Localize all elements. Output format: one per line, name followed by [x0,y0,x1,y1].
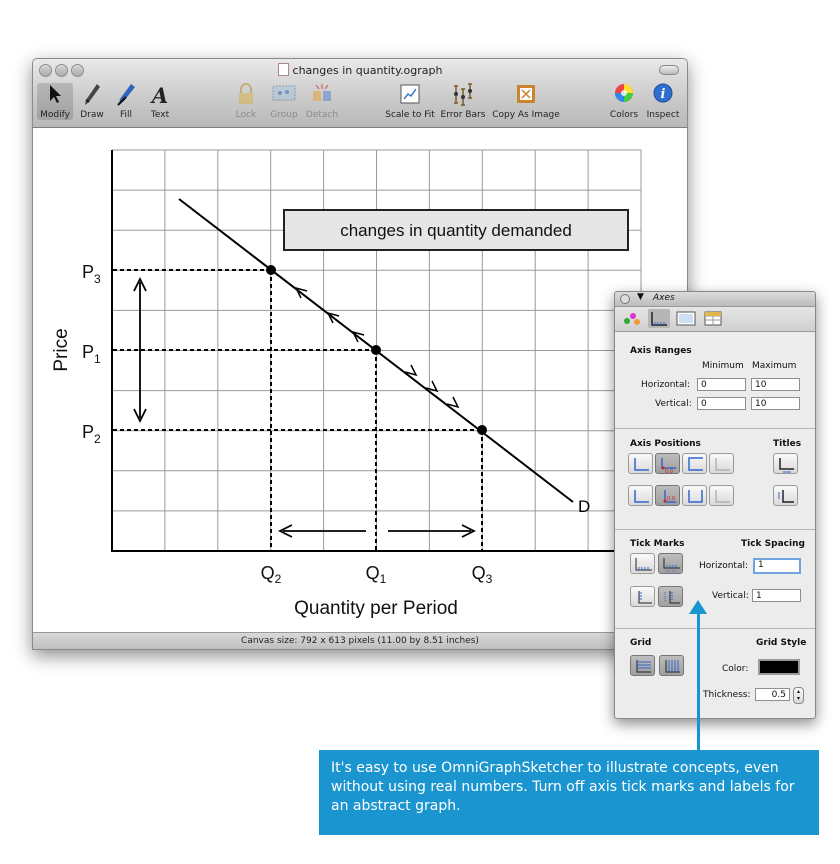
inspector-tabs [615,307,815,332]
error-bars-icon [439,83,487,108]
point-p2-q3[interactable] [477,425,487,435]
window-title-text: changes in quantity.ograph [292,64,443,77]
disclosure-triangle-icon[interactable]: ▼ [637,292,644,302]
x-axis-position-hidden-button[interactable] [709,453,734,474]
copy-as-image-icon [491,83,561,108]
draw-tool-label: Draw [80,110,104,120]
lock-label: Lock [235,110,257,120]
horizontal-min-field[interactable]: 0 [697,378,746,391]
group-label: Group [270,110,298,120]
point-p3-q2[interactable] [266,265,276,275]
quantity-labels [261,563,493,586]
svg-text:i: i [660,87,666,102]
vertical-grid-toggle[interactable] [659,655,684,676]
tick-marks-section [615,530,815,629]
error-bars-button[interactable] [439,83,487,120]
y-axis-title[interactable]: Price [51,328,72,372]
horizontal-range-label: Horizontal: [641,380,690,390]
fill-tool-button[interactable] [111,83,141,120]
copy-as-image-label: Copy As Image [492,110,560,120]
tab-axes[interactable] [648,309,670,328]
x-axis-position-top-button[interactable] [682,453,707,474]
group-button[interactable] [267,83,301,120]
inspector-title: Axes [653,293,675,303]
axes-inspector-panel [614,291,816,719]
text-tool-label: Text [150,110,170,120]
tab-canvas[interactable] [675,309,697,328]
guide-lines [113,270,482,551]
tab-data[interactable] [702,309,724,328]
vertical-range-label: Vertical: [655,399,692,409]
y-axis-position-hidden-button[interactable] [709,485,734,506]
error-bars-label: Error Bars [440,110,486,120]
callout-connector-line [697,610,700,750]
x-tick-marks-labeled-button[interactable] [658,553,683,574]
scale-to-fit-button[interactable] [383,83,437,120]
x-axis-title[interactable]: Quantity per Period [294,598,458,619]
callout-arrowhead-icon [689,600,707,614]
vertical-tick-spacing-label: Vertical: [712,591,749,601]
detach-label: Detach [305,110,339,120]
info-icon [643,83,683,108]
scale-to-fit-label: Scale to Fit [385,110,435,120]
fill-brush-icon [111,83,141,108]
lock-button[interactable] [231,83,261,120]
q1-label: $Q_1$ [365,563,387,586]
y-axis-position-origin-button[interactable] [655,485,680,506]
x-tick-marks-outside-button[interactable] [630,553,655,574]
price-labels [82,262,101,446]
horizontal-max-field[interactable]: 10 [751,378,800,391]
grid-thickness-field[interactable]: 0.5 [755,688,790,701]
tick-marks-heading: Tick Marks [630,539,685,549]
axis-positions-section [615,429,815,530]
demand-curve-label: D [578,497,591,516]
inspector-close-button[interactable] [620,294,630,304]
modify-tool-label: Modify [40,110,70,120]
grid-section [615,629,815,717]
grid-thickness-stepper[interactable]: ▴ ▾ [793,687,804,704]
toolbar-toggle-button[interactable] [659,65,679,75]
axis-ranges-section [615,332,815,429]
modify-tool-button[interactable] [37,83,73,120]
title-bar [33,59,687,128]
minimum-header: Minimum [702,361,744,371]
horizontal-tick-spacing-field[interactable]: 1 [753,558,801,574]
detach-button[interactable] [303,83,341,120]
grid-thickness-label: Thickness: [703,690,751,700]
p2-label: $P_2$ [82,422,101,446]
svg-text:0,0: 0,0 [665,469,673,475]
point-p1-q1[interactable] [371,345,381,355]
p3-label: $P_3$ [82,262,101,286]
grid-color-label: Color: [722,664,749,674]
horizontal-grid-toggle[interactable] [630,655,655,676]
graph-canvas[interactable] [33,128,687,632]
fill-tool-label: Fill [119,110,133,120]
x-axis-position-bottom-button[interactable] [628,453,653,474]
vertical-tick-spacing-field[interactable]: 1 [752,589,801,602]
y-tick-marks-outside-button[interactable] [630,586,655,607]
x-axis-position-origin-button[interactable] [655,453,680,474]
grid-color-well[interactable] [758,659,800,675]
grid-heading: Grid [630,638,652,648]
p1-label: $P_1$ [82,342,101,366]
status-bar [33,632,687,650]
titles-heading: Titles [773,439,802,449]
group-icon [267,83,301,108]
draw-tool-button[interactable] [77,83,107,120]
axis-ranges-heading: Axis Ranges [630,346,692,356]
window-title [33,63,687,77]
y-axis-position-right-button[interactable] [682,485,707,506]
pen-icon [77,83,107,108]
inspect-label: Inspect [646,110,680,120]
copy-as-image-button[interactable] [491,83,561,120]
y-axis-position-left-button[interactable] [628,485,653,506]
detach-icon [303,83,341,108]
q3-label: $Q_3$ [471,563,493,586]
app-window [32,58,688,650]
scale-to-fit-icon [383,83,437,108]
pointer-arrow-icon [37,83,73,108]
q2-label: $Q_2$ [260,563,282,586]
canvas-size-status: Canvas size: 792 x 613 pixels (11.00 by 8.51 inches) [241,636,479,646]
graph-svg [33,128,687,632]
svg-text:0,0: 0,0 [667,496,675,502]
inspector-title-bar [615,292,815,307]
vertical-min-field[interactable]: 0 [697,397,746,410]
axis-positions-heading: Axis Positions [630,439,701,449]
horizontal-tick-spacing-label: Horizontal: [699,561,748,571]
inspect-button[interactable] [643,83,683,120]
y-tick-marks-labeled-button[interactable] [658,586,683,607]
vertical-max-field[interactable]: 10 [751,397,800,410]
lock-icon [231,83,261,108]
callout-box [319,750,819,835]
tab-style[interactable] [621,309,643,328]
colors-label: Colors [609,110,639,120]
text-a-icon: A [151,83,169,108]
tick-spacing-heading: Tick Spacing [741,539,805,549]
text-tool-button[interactable] [145,83,175,120]
document-icon [278,63,289,76]
y-axis-title-toggle-button[interactable] [773,485,798,506]
color-wheel-icon [607,83,641,108]
maximum-header: Maximum [752,361,797,371]
grid-style-heading: Grid Style [756,638,807,648]
title-box-text: changes in quantity demanded [340,221,572,240]
callout-text: It's easy to use OmniGraphSketcher to illustrate concepts, even without using real numbers. Turn off axis tick marks and labels for an abstract graph. [331,760,795,814]
colors-button[interactable] [607,83,641,120]
x-axis-title-toggle-button[interactable] [773,453,798,474]
